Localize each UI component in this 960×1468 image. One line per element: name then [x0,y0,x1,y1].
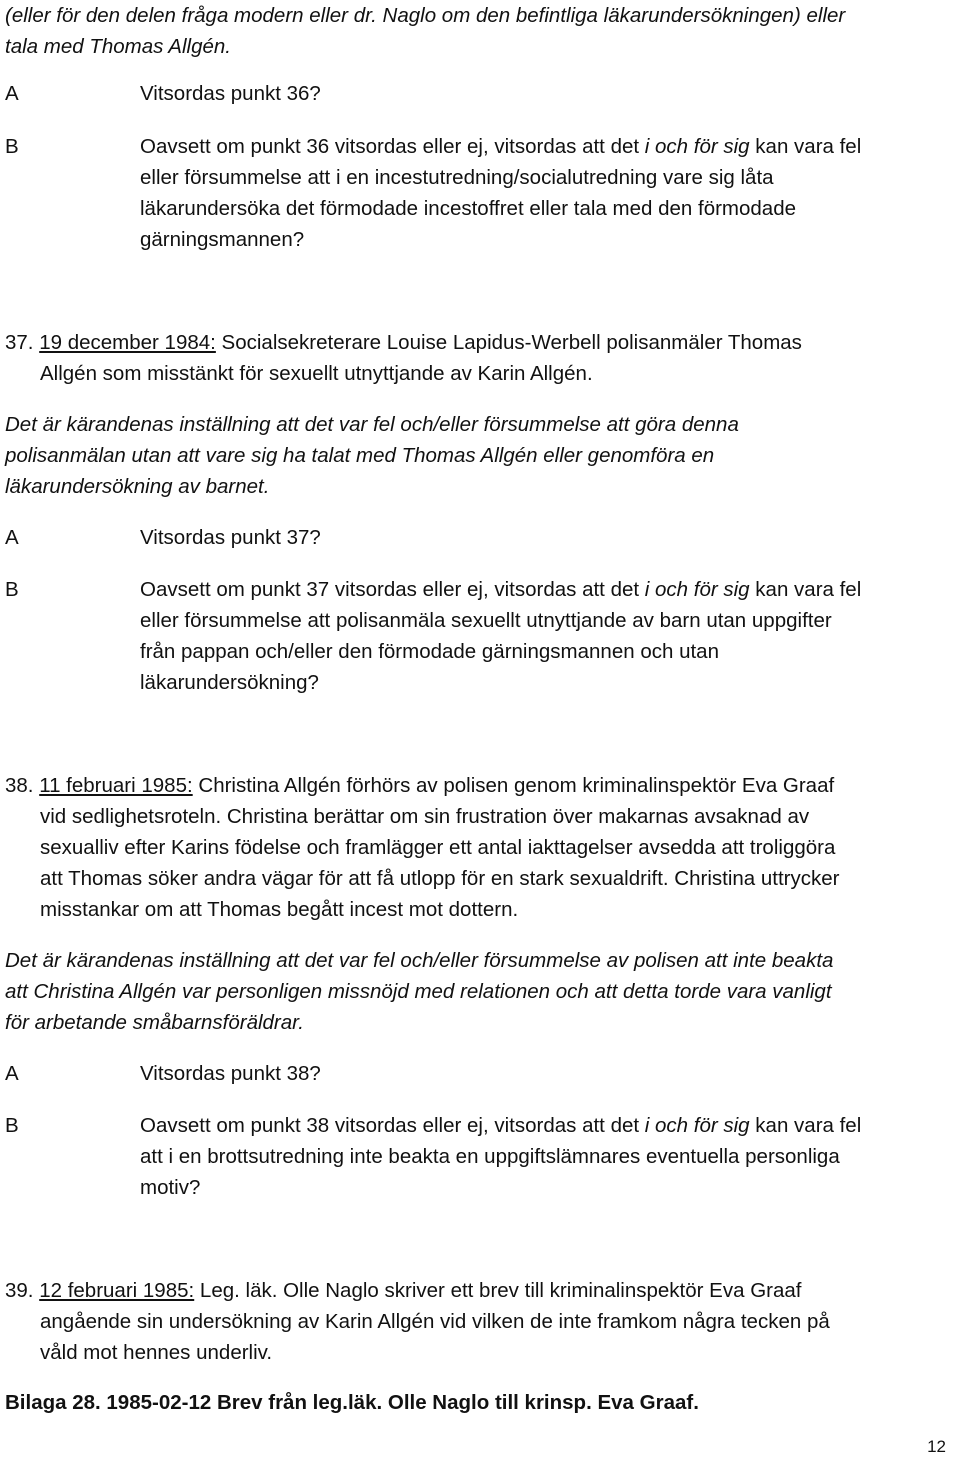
answer-b-pre: Oavsett om punkt 38 vitsordas eller ej, vitsordas att det [140,1114,645,1137]
item-38-cont [40,801,955,925]
answer-b-pre: Oavsett om punkt 36 vitsordas eller ej, vitsordas att det [140,135,645,158]
item-38 [5,770,955,801]
answer-b-line: motiv? [140,1176,201,1199]
intro-paragraph [5,0,955,62]
answer-b-line: läkarundersöka det förmodade incestoffret eller tala med den förmodade [140,197,797,220]
claim-line: polisanmälan utan att vare sig ha talat med Thomas Allgén eller genomföra en [5,444,715,467]
item-text: Christina Allgén förhörs av polisen genom kriminalinspektör Eva Graaf [192,774,835,797]
answer-b-italic: i och för sig [644,135,750,158]
item-number: 37. [5,331,34,354]
item-38-line: vid sedlighetsroteln. Christina berättar om sin frustration över makarnas avsaknad av [40,805,810,828]
intro-line: (eller för den delen fråga modern eller dr. Naglo om den befintliga läkarundersökningen) eller [5,4,846,27]
item-37-line [5,327,955,358]
item-text: Socialsekreterare Louise Lapidus-Werbell polisanmäler Thomas [215,331,802,354]
question-vitsordas-37: Vitsordas punkt 37? [140,526,321,549]
question-vitsordas-36: Vitsordas punkt 36? [140,82,321,105]
answer-b-post: kan vara fel [749,578,862,601]
answer-b-line [140,1110,955,1141]
answer-b-line [140,574,955,605]
item-number: 39. [5,1279,34,1302]
item-date: 19 december 1984: [39,331,216,354]
answer-b-line: gärningsmannen? [140,228,305,251]
answer-b-text-37 [140,574,955,698]
answer-a-letter: A [5,1062,19,1085]
answer-b-text-36 [140,131,955,255]
item-39-cont [40,1306,955,1368]
answer-b-letter: B [5,1114,19,1137]
answer-b-pre: Oavsett om punkt 37 vitsordas eller ej, vitsordas att det [140,578,645,601]
item-date: 12 februari 1985: [39,1279,195,1302]
intro-line: tala med Thomas Allgén. [5,35,231,58]
answer-b-line: från pappan och/eller den förmodade gärningsmannen och utan [140,640,719,663]
answer-b-line: eller försummelse att polisanmäla sexuellt utnyttjande av barn utan uppgifter [140,609,832,632]
answer-b-post: kan vara fel [749,1114,862,1137]
answer-b-letter: B [5,135,19,158]
claim-line: läkarundersökning av barnet. [5,475,270,498]
item-38-line: misstankar om att Thomas begått incest mot dottern. [40,898,519,921]
answer-a-letter: A [5,526,19,549]
claim-line: att Christina Allgén var personligen missnöjd med relationen och att detta torde vara vanligt [5,980,832,1003]
answer-b-line: eller försummelse att i en incestutredning/socialutredning vare sig låta [140,166,774,189]
item-38-line: sexualliv efter Karins födelse och framlägger ett antal iakttagelser avsedda att troliggöra [40,836,836,859]
answer-b-line: läkarundersökning? [140,671,319,694]
item-date: 11 februari 1985: [39,774,193,797]
item-38-line [5,770,955,801]
item-37 [5,327,955,358]
item-text: Leg. läk. Olle Naglo skriver ett brev till kriminalinspektör Eva Graaf [194,1279,802,1302]
item-39-line: våld mot hennes underliv. [40,1341,273,1364]
answer-b-text-38 [140,1110,955,1203]
claim-38 [5,945,955,1038]
page-number: 12 [927,1437,946,1456]
item-37-line: Allgén som misstänkt för sexuellt utnyttjande av Karin Allgén. [40,362,593,385]
item-39-line [5,1275,955,1306]
answer-a-letter: A [5,82,19,105]
claim-37 [5,409,955,502]
claim-line: Det är kärandenas inställning att det var fel och/eller försummelse av polisen att inte beakta [5,949,834,972]
question-vitsordas-38: Vitsordas punkt 38? [140,1062,321,1085]
claim-line: för arbetande småbarnsföräldrar. [5,1011,304,1034]
item-39 [5,1275,955,1306]
answer-b-letter: B [5,578,19,601]
answer-b-line: att i en brottsutredning inte beakta en uppgiftslämnares eventuella personliga [140,1145,840,1168]
answer-b-post: kan vara fel [749,135,862,158]
bilaga-reference: Bilaga 28. 1985-02-12 Brev från leg.läk. Olle Naglo till krinsp. Eva Graaf. [5,1391,699,1414]
item-38-line: att Thomas söker andra vägar för att få utlopp för en stark sexualdrift. Christina uttrycker [40,867,840,890]
answer-b-line [140,131,955,162]
item-39-line: angående sin undersökning av Karin Allgén vid vilken de inte framkom några tecken på [40,1310,830,1333]
item-number: 38. [5,774,34,797]
answer-b-italic: i och för sig [644,1114,750,1137]
answer-b-italic: i och för sig [644,578,750,601]
item-37-cont [40,358,955,389]
claim-line: Det är kärandenas inställning att det var fel och/eller försummelse att göra denna [5,413,739,436]
